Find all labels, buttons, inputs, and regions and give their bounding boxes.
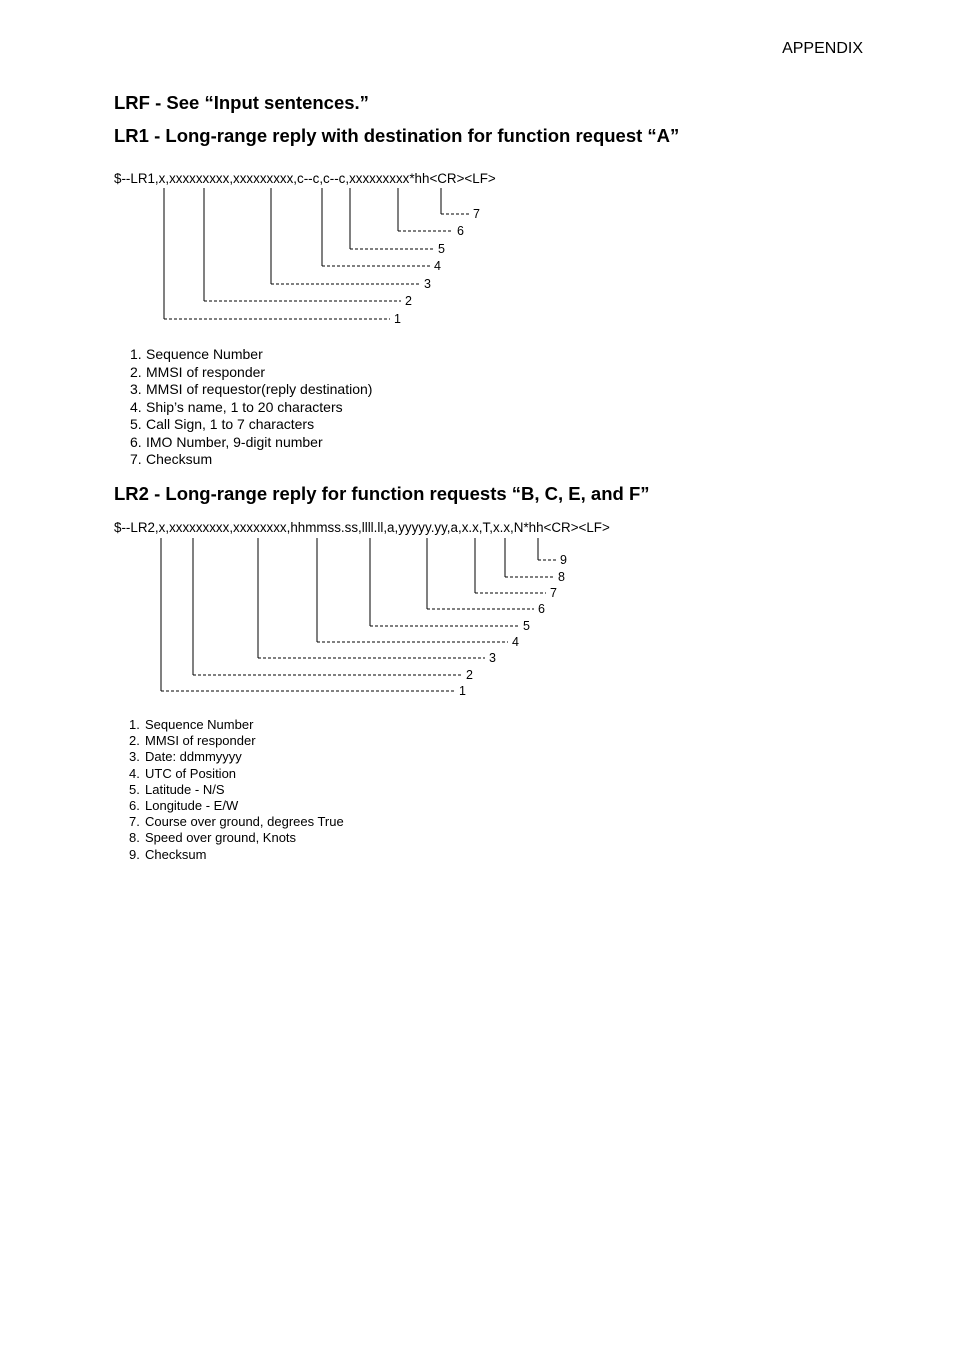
lr2-sentence-format: $--LR2,x,xxxxxxxxx,xxxxxxxx,hhmmss.ss,llll.ll,a,yyyyy.yy,a,x.x,T,x.x,N*hh<CR><LF> <box>114 520 610 535</box>
field-list-item <box>130 399 372 417</box>
field-number: 2. <box>130 363 142 380</box>
field-description: Ship’s name, 1 to 20 characters <box>146 398 343 415</box>
field-description: IMO Number, 9-digit number <box>146 433 323 450</box>
field-description: Longitude - E/W <box>145 798 239 814</box>
field-callout-number: 7 <box>473 207 480 221</box>
lr2-field-list <box>129 717 344 863</box>
field-callout-number: 1 <box>394 312 401 326</box>
field-number: 4. <box>129 765 140 781</box>
field-description: Course over ground, degrees True <box>145 814 344 830</box>
field-description: Call Sign, 1 to 7 characters <box>146 416 315 432</box>
field-list-item <box>129 749 344 765</box>
field-description: Date: ddmmyyyy <box>145 749 242 765</box>
lrf-heading: LRF - See “Input sentences.” <box>114 92 369 113</box>
field-list-item <box>129 717 344 733</box>
field-description: MMSI of requestor(reply destination) <box>146 381 373 397</box>
field-description: Checksum <box>145 846 207 862</box>
field-callout-number: 4 <box>434 259 441 273</box>
field-callout-number: 6 <box>538 602 545 616</box>
field-list-item <box>129 766 344 782</box>
field-number: 2. <box>129 733 140 749</box>
field-list-item <box>130 416 372 434</box>
field-list-item <box>130 434 372 452</box>
field-callout-number: 5 <box>438 242 445 256</box>
field-list-item <box>129 733 344 749</box>
field-description: MMSI of responder <box>146 363 266 380</box>
field-callout-number: 9 <box>560 553 567 567</box>
lr1-field-list <box>130 346 372 469</box>
field-number: 5. <box>129 781 140 797</box>
field-list-item <box>129 798 344 814</box>
lr2-field-diagram <box>0 535 954 705</box>
field-callout-number: 3 <box>489 651 496 665</box>
field-number: 1. <box>129 717 140 732</box>
field-callout-number: 7 <box>550 586 557 600</box>
field-number: 7. <box>130 451 142 467</box>
field-callout-number: 1 <box>459 684 466 698</box>
field-description: Latitude - N/S <box>145 781 225 797</box>
field-callout-number: 2 <box>405 294 412 308</box>
field-description: Sequence Number <box>145 717 254 732</box>
field-number: 6. <box>129 798 140 814</box>
field-callout-number: 6 <box>457 224 464 238</box>
field-callout-number: 2 <box>466 668 473 682</box>
field-number: 1. <box>130 346 142 362</box>
field-number: 3. <box>130 381 142 397</box>
field-description: UTC of Position <box>145 765 237 781</box>
field-number: 8. <box>129 830 140 846</box>
field-description: MMSI of responder <box>145 733 256 749</box>
lr1-sentence-format: $--LR1,x,xxxxxxxxx,xxxxxxxxx,c--c,c--c,xxxxxxxxx*hh<CR><LF> <box>114 171 496 186</box>
field-list-item <box>129 847 344 863</box>
field-number: 4. <box>130 398 142 415</box>
field-list-item <box>130 364 372 382</box>
field-description: Speed over ground, Knots <box>145 830 297 846</box>
field-callout-number: 8 <box>558 570 565 584</box>
field-list-item <box>130 451 372 469</box>
field-number: 5. <box>130 416 142 432</box>
field-list-item <box>130 381 372 399</box>
field-list-item <box>129 814 344 830</box>
field-number: 7. <box>129 814 140 830</box>
field-description: Sequence Number <box>146 346 263 362</box>
field-callout-number: 5 <box>523 619 530 633</box>
field-description: Checksum <box>146 451 213 467</box>
field-list-item <box>130 346 372 364</box>
field-number: 9. <box>129 846 140 862</box>
field-callout-number: 3 <box>424 277 431 291</box>
field-callout-number: 4 <box>512 635 519 649</box>
lr1-heading: LR1 - Long-range reply with destination for function request “A” <box>114 125 680 146</box>
field-number: 6. <box>130 433 142 450</box>
appendix-label: APPENDIX <box>782 40 863 57</box>
field-list-item <box>129 830 344 846</box>
field-list-item <box>129 782 344 798</box>
lr2-heading: LR2 - Long-range reply for function requests “B, C, E, and F” <box>114 483 650 504</box>
lr1-field-diagram <box>0 185 954 335</box>
field-number: 3. <box>129 749 140 765</box>
